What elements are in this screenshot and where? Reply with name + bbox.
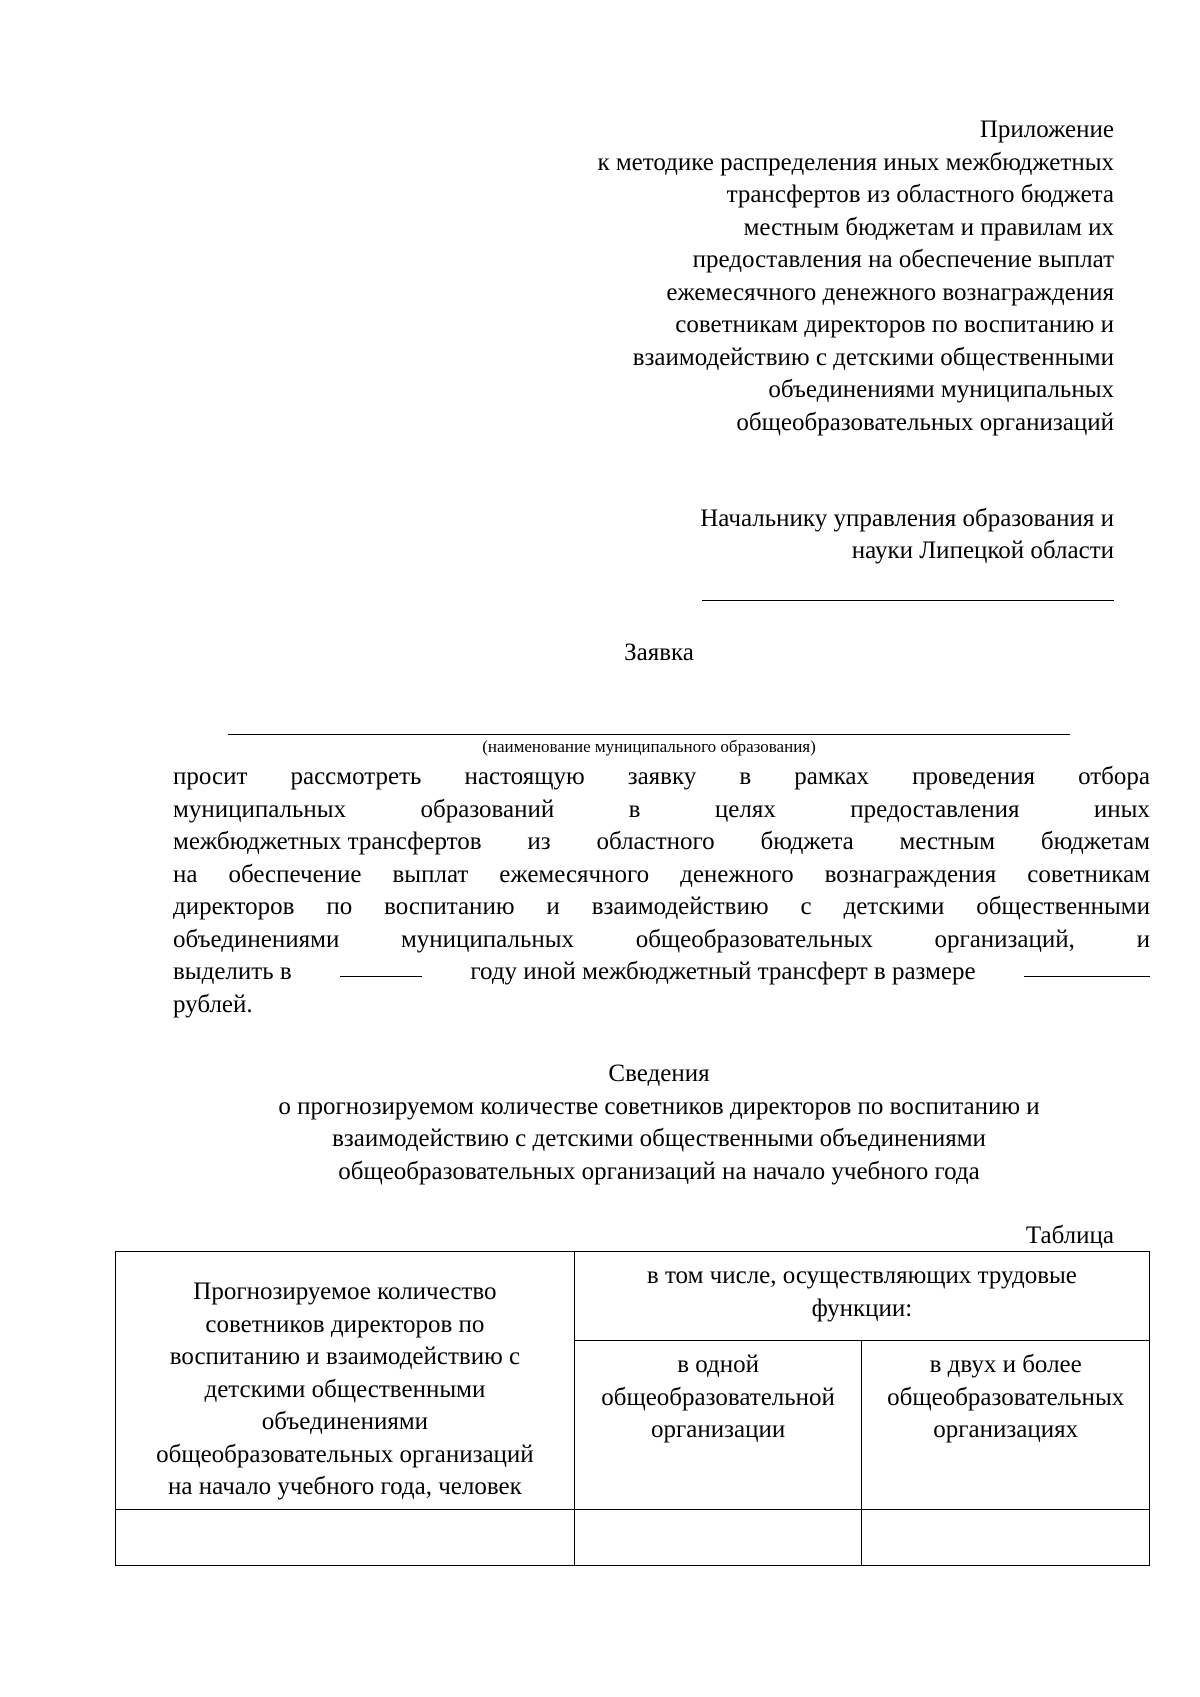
word: денежного (680, 860, 794, 888)
appendix-line: местным бюджетам и правилам их (743, 213, 1114, 241)
appendix-header (474, 114, 1114, 439)
word: в (628, 795, 641, 823)
word: с (800, 893, 812, 920)
word: воспитанию (384, 893, 515, 920)
body-line (173, 891, 1150, 924)
word: вознаграждения (824, 860, 997, 888)
word: предоставления (850, 795, 1020, 823)
appendix-line: Приложение (979, 116, 1114, 143)
word: проведения (912, 763, 1035, 790)
word: выплат (392, 860, 469, 888)
header-including (574, 1252, 1149, 1341)
request-body (173, 761, 1150, 1021)
request-title: Заявка (624, 639, 694, 666)
header-line: в двух и более (929, 1351, 1082, 1378)
word: объединениями (173, 925, 340, 953)
word: общеобразовательных (635, 925, 873, 953)
info-title: Сведения (608, 1060, 710, 1087)
word: целях (714, 795, 776, 823)
body-line (173, 794, 1150, 827)
header-line: в том числе, осуществляющих трудовые (646, 1262, 1077, 1289)
word: директоров (173, 893, 295, 920)
addressee-line: Начальнику управления образования и (700, 505, 1114, 532)
header-line: в одной (677, 1351, 759, 1378)
appendix-line: объединениями муниципальных (768, 376, 1114, 403)
word: местным (899, 828, 996, 855)
value-cell-two-or-more[interactable] (862, 1510, 1150, 1566)
appendix-line: общеобразовательных организаций (736, 408, 1114, 436)
word: и (546, 893, 560, 920)
word: организаций, (934, 925, 1075, 953)
header-line: Прогнозируемое количество (193, 1278, 497, 1305)
info-line: общеобразовательных организаций на начало учебного года (338, 1157, 980, 1185)
value-cell-total[interactable] (116, 1510, 575, 1566)
appendix-line: трансфертов из областного бюджета (726, 181, 1114, 208)
word: иных (1093, 795, 1150, 823)
info-heading (0, 1058, 1200, 1188)
word: областного (596, 828, 715, 855)
body-line (173, 956, 1150, 989)
word: из (527, 828, 551, 855)
word: настоящую (464, 763, 585, 790)
word: обеспечение (228, 860, 362, 888)
word: муниципальных (400, 925, 575, 953)
body-line (173, 826, 1150, 859)
info-line: взаимодействию с детскими общественными объединениями (332, 1125, 986, 1152)
body-text-fragment: году иной межбюджетный трансферт в размере (470, 958, 976, 985)
header-line: функции: (811, 1294, 913, 1322)
header-line: организациях (933, 1416, 1079, 1443)
amount-field[interactable] (1024, 956, 1150, 977)
header-line: общеобразовательных (887, 1383, 1125, 1411)
header-line: советников директоров по (205, 1310, 485, 1338)
body-text-fragment: выделить в (173, 958, 292, 985)
word: ежемесячного (499, 860, 650, 888)
header-line: объединениями (261, 1408, 429, 1435)
word: советникам (1027, 860, 1150, 888)
word: детскими (843, 893, 945, 920)
word: общественными (976, 893, 1150, 920)
word: рассмотреть (290, 763, 422, 790)
body-line (173, 859, 1150, 892)
word: бюджета (760, 828, 854, 855)
word: по (326, 893, 353, 920)
appendix-line: взаимодействию с детскими общественными (632, 343, 1114, 371)
word: и (1136, 925, 1150, 953)
header-line: воспитанию и взаимодействию с (169, 1343, 521, 1370)
header-one-organization (574, 1341, 862, 1510)
word: образований (420, 795, 555, 823)
appendix-line: предоставления на обеспечение выплат (692, 246, 1114, 273)
body-line: рублей. (173, 990, 253, 1018)
appendix-line: ежемесячного денежного вознаграждения (666, 278, 1114, 306)
header-line: общеобразовательной (601, 1383, 835, 1411)
table-row (116, 1510, 1150, 1566)
header-total-advisors (116, 1252, 575, 1510)
word: просит (173, 763, 248, 790)
word: заявку (627, 763, 697, 790)
forecast-table (115, 1251, 1150, 1566)
word: муниципальных (173, 795, 347, 823)
addressee-signature-field[interactable] (702, 600, 1114, 601)
municipality-caption: (наименование муниципального образования) (482, 737, 816, 756)
table-label: Таблица (1025, 1222, 1114, 1249)
word: взаимодействию (591, 893, 769, 920)
body-line (173, 924, 1150, 957)
header-line: организации (650, 1416, 786, 1443)
info-line: о прогнозируемом количестве советников директоров по воспитанию и (278, 1092, 1040, 1120)
value-cell-one-organization[interactable] (574, 1510, 862, 1566)
appendix-line: советникам директоров по воспитанию и (675, 311, 1114, 338)
addressee-line: науки Липецкой области (851, 537, 1114, 564)
header-line: детскими общественными (204, 1375, 486, 1403)
word: рамках (794, 763, 870, 790)
word: бюджетам (1040, 828, 1150, 855)
header-two-or-more-organizations (862, 1341, 1150, 1510)
year-field[interactable] (340, 956, 422, 977)
word: в (739, 763, 752, 790)
body-line (173, 761, 1150, 794)
word: межбюджетных трансфертов (173, 828, 482, 855)
word: на (173, 860, 198, 888)
header-line: общеобразовательных организаций (156, 1440, 534, 1468)
header-line: на начало учебного года, человек (168, 1473, 522, 1500)
word: отбора (1078, 763, 1150, 790)
addressee-block (554, 503, 1114, 567)
appendix-line: к методике распределения иных межбюджетных (597, 148, 1114, 176)
municipality-name-field[interactable] (228, 734, 1070, 735)
